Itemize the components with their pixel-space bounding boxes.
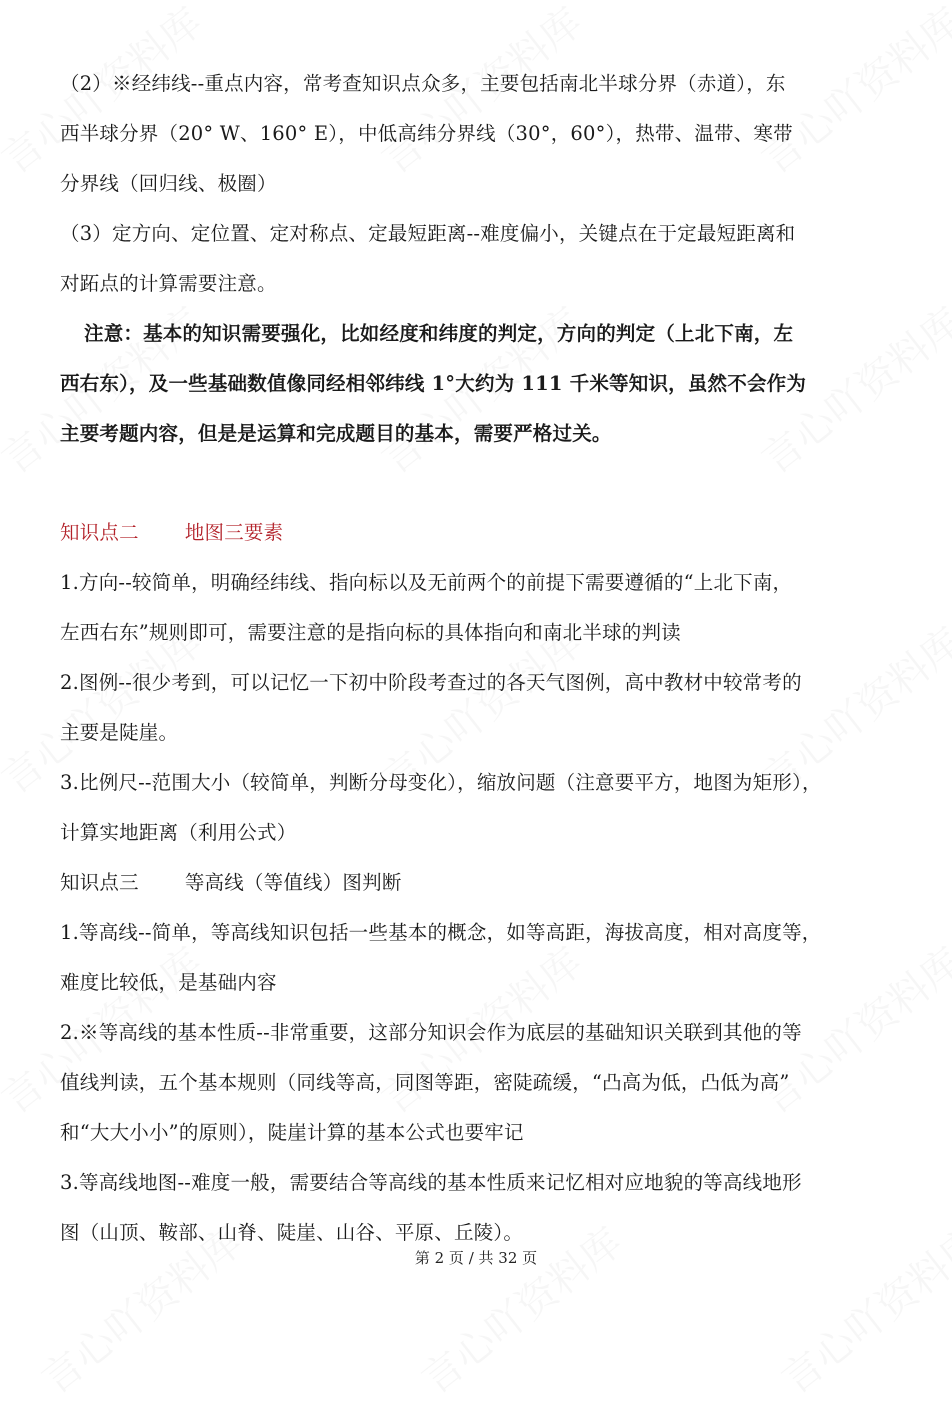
list-item-line: 和“大大小小”的原则），陡崖计算的基本公式也要牢记	[60, 1121, 524, 1144]
heading-label: 知识点二	[60, 521, 139, 544]
note-paragraph-line: 西右东），及一些基础数值像同经相邻纬线 1°大约为 111 千米等知识，虽然不会作为	[60, 372, 807, 395]
list-item-scale: 3.比例尺--范围大小（较简单，判断分母变化），缩放问题（注意要平方，地图为矩形），	[60, 771, 822, 794]
list-item-contour-line: 1.等高线--简单，等高线知识包括一些基本的概念，如等高距，海拔高度，相对高度等，	[60, 921, 822, 944]
paragraph-line: 分界线（回归线、极圈）	[60, 172, 277, 195]
list-item-line: 值线判读，五个基本规则（同线等高，同图等距，密陡疏缓，“凸高为低，凸低为高”	[60, 1071, 790, 1094]
list-item-line: 计算实地距离（利用公式）	[60, 821, 297, 844]
note-paragraph: 注意：基本的知识需要强化，比如经度和纬度的判定，方向的判定（上北下南，左	[84, 322, 794, 345]
paragraph-direction-position: （3）定方向、定位置、定对称点、定最短距离--难度偏小，关键点在于定最短距离和	[60, 222, 796, 245]
section-heading-map-elements	[60, 520, 895, 546]
paragraph-lines-latitude-longitude: （2）※经纬线--重点内容，常考查知识点众多，主要包括南北半球分界（赤道），东	[60, 72, 786, 95]
paragraph-line: 西半球分界（20° W、160° E），中低高纬分界线（30°，60°），热带、温带、寒带	[60, 122, 793, 145]
paragraph-line: 对跖点的计算需要注意。	[60, 272, 277, 295]
page-indicator: 第 2 页 / 共 32 页	[414, 1249, 538, 1267]
list-item-line: 左西右东”规则即可，需要注意的是指向标的具体指向和南北半球的判读	[60, 621, 681, 644]
list-item-line: 主要是陡崖。	[60, 721, 179, 744]
list-item-contour-properties: 2.※等高线的基本性质--非常重要，这部分知识会作为底层的基础知识关联到其他的等	[60, 1021, 802, 1044]
heading-title: 等高线（等值线）图判断	[184, 871, 402, 894]
list-item-direction: 1.方向--较简单，明确经纬线、指向标以及无前两个的前提下需要遵循的“上北下南，	[60, 571, 793, 594]
list-item-legend: 2.图例--很少考到，可以记忆一下初中阶段考查过的各天气图例，高中教材中较常考的	[60, 671, 802, 694]
section-heading-contour	[60, 870, 895, 896]
list-item-line: 难度比较低，是基础内容	[60, 971, 277, 994]
note-paragraph-line: 主要考题内容，但是是运算和完成题目的基本，需要严格过关。	[60, 422, 612, 445]
heading-title: 地图三要素	[184, 521, 284, 544]
heading-label: 知识点三	[60, 871, 139, 894]
list-item-line: 图（山顶、鞍部、山脊、陡崖、山谷、平原、丘陵）。	[60, 1221, 524, 1244]
list-item-contour-map: 3.等高线地图--难度一般，需要结合等高线的基本性质来记忆相对应地貌的等高线地形	[60, 1171, 802, 1194]
